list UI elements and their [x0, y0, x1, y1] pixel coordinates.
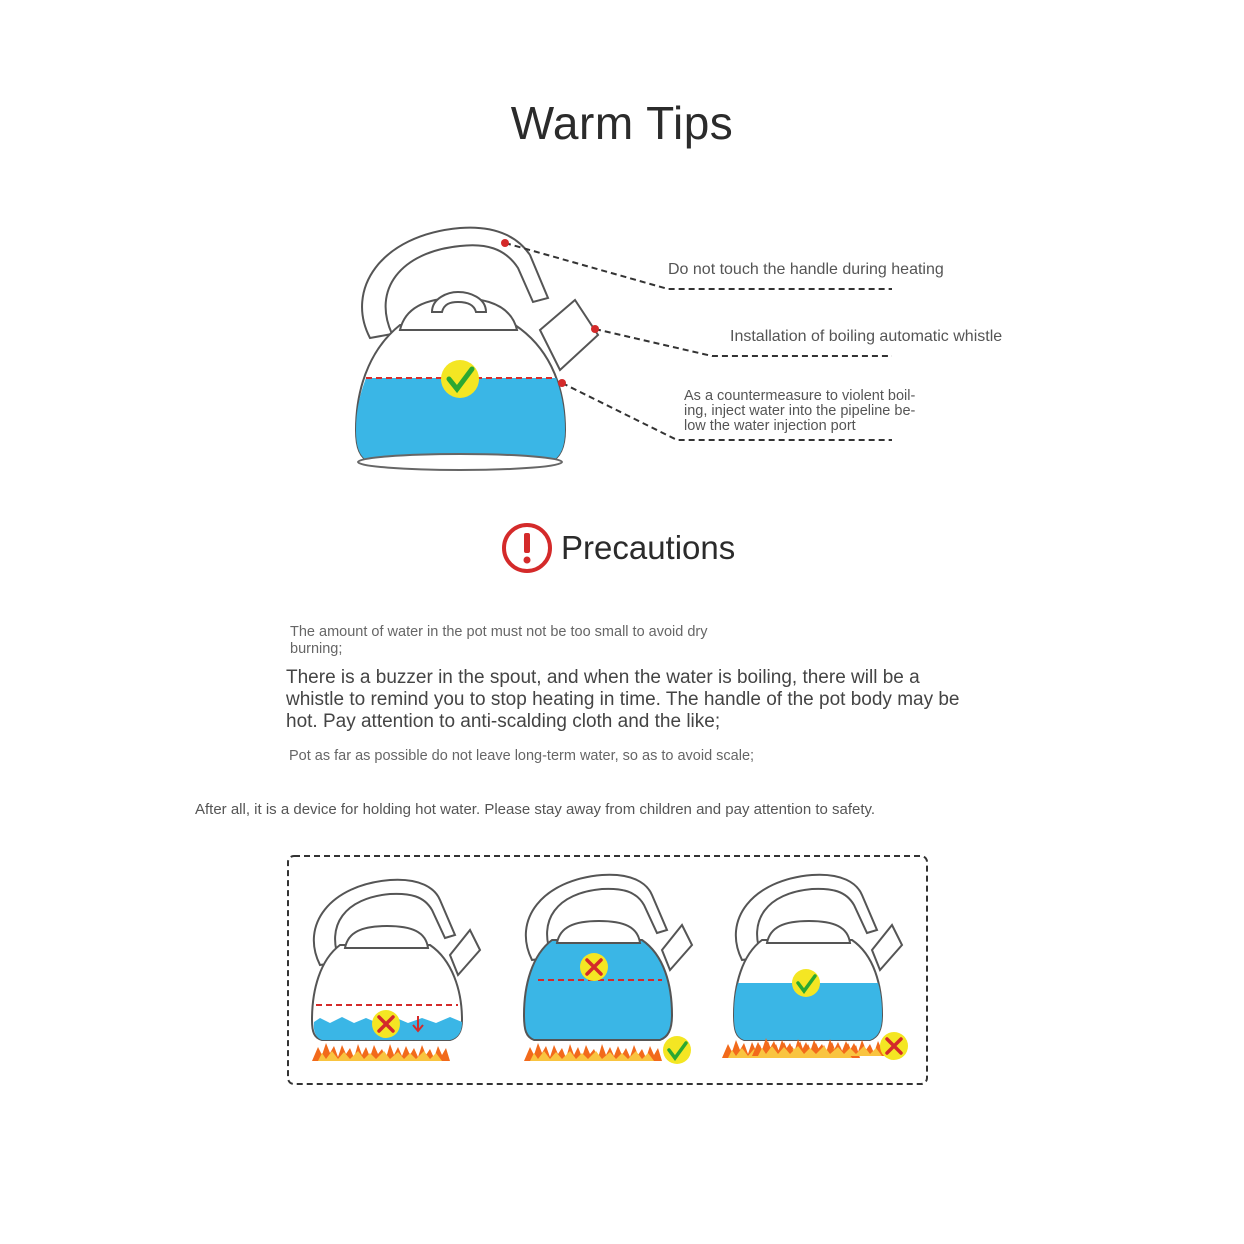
note-buzzer: There is a buzzer in the spout, and when the water is boiling, there will be a whistle to remind you to stop heating in time. The handle of the pot body may be hot. Pay attention to anti-scalding cloth and the like;: [286, 667, 960, 732]
kettle-too-little-water: [312, 880, 480, 1061]
note-scale: Pot as far as possible do not leave long-term water, so as to avoid scale;: [289, 748, 755, 764]
exclamation-circle-icon: [504, 525, 550, 571]
check-icon: [441, 360, 479, 398]
kettle-base: [358, 454, 562, 470]
main-kettle-illustration: [356, 228, 598, 470]
check-icon: [663, 1036, 691, 1064]
cross-icon: [880, 1032, 908, 1060]
marker-dot: [558, 379, 566, 387]
cross-icon: [580, 953, 608, 981]
kettle-too-much-water: [524, 875, 692, 1064]
callout-line: ing, inject water into the pipeline be-: [684, 403, 916, 419]
cross-icon: [372, 1010, 400, 1038]
callout-line: low the water injection port: [684, 418, 856, 434]
callout-handle: Do not touch the handle during heating: [668, 261, 944, 278]
page-title: Warm Tips: [510, 97, 734, 149]
note-safety: After all, it is a device for holding hot water. Please stay away from children and pay attention to safety.: [195, 801, 876, 818]
marker-dot: [501, 239, 509, 247]
kettle-flame-too-large: [722, 875, 908, 1060]
check-icon: [792, 969, 820, 997]
precautions-title: Precautions: [561, 529, 736, 566]
marker-dot: [591, 325, 599, 333]
callout-line: As a countermeasure to violent boil-: [684, 388, 916, 404]
callout-whistle: Installation of boiling automatic whistle: [730, 328, 1003, 345]
note-water-amount: The amount of water in the pot must not be too small to avoid dry burning;: [290, 624, 708, 657]
